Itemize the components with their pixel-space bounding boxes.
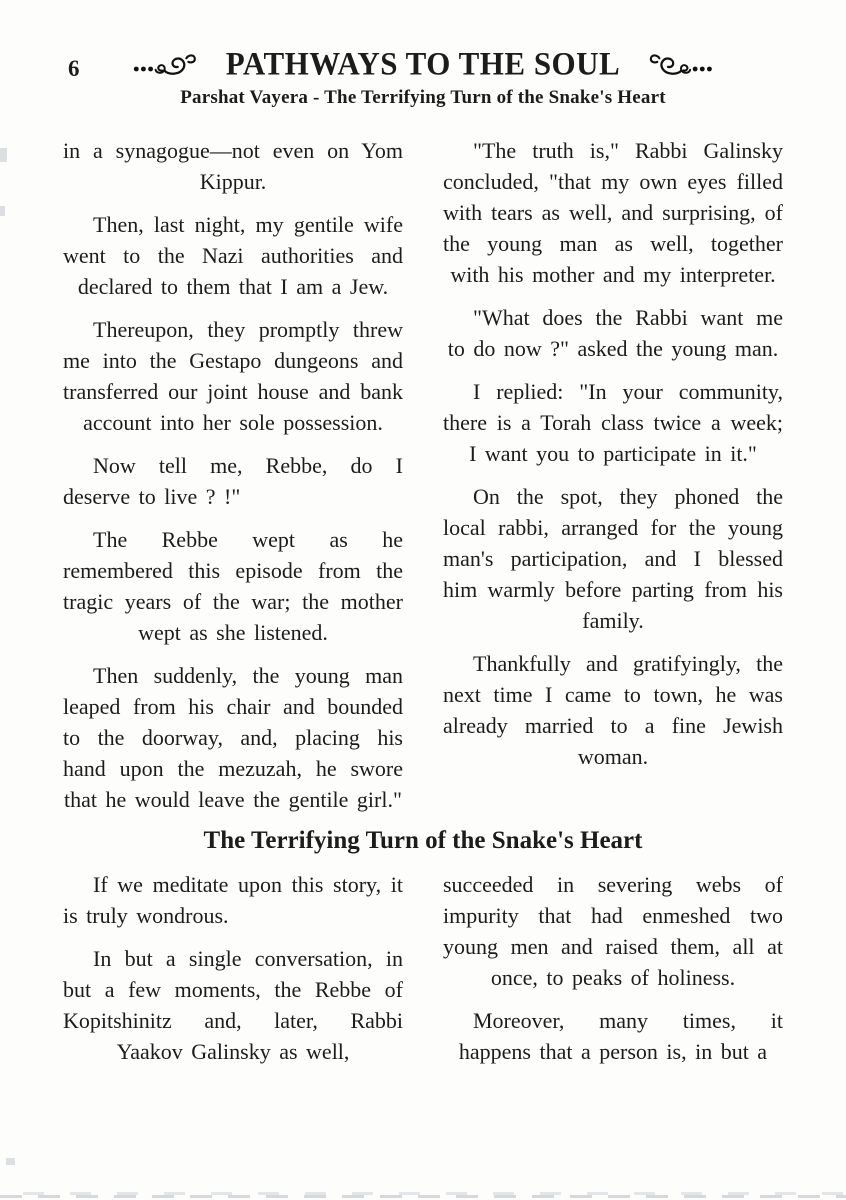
story-columns (0, 135, 846, 815)
paragraph: Thereupon, they promptly threw me into the Gestapo dungeons and transferred our joint house and bank account into her sole possession. (63, 317, 403, 435)
paragraph: The Rebbe wept as he remembered this episode from the tragic years of the war; the mother wept as she listened. (63, 527, 403, 645)
page-header (0, 0, 846, 109)
section-right-column (443, 869, 783, 1067)
scan-noise-strip (0, 1192, 846, 1200)
paragraph: in a synagogue—not even on Yom Kippur. (63, 138, 403, 194)
paragraph: Now tell me, Rebbe, do I deserve to live ? !" (63, 453, 403, 509)
story-right-column (443, 135, 783, 815)
paragraph: In but a single conversation, in but a few moments, the Rebbe of Kopitshinitz and, later, Rabbi Yaakov Galinsky as well, (63, 946, 403, 1064)
book-title: PATHWAYS TO THE SOUL (225, 45, 621, 82)
page-number: 6 (68, 56, 80, 81)
story-left-column (63, 135, 403, 815)
scan-speck (0, 206, 5, 216)
paragraph: On the spot, they phoned the local rabbi, arranged for the young man's participation, and I blessed him warmly before parting from his family. (443, 484, 783, 633)
paragraph: Moreover, many times, it happens that a person is, in but a (458, 1008, 783, 1064)
paragraph: If we meditate upon this story, it is truly wondrous. (63, 872, 403, 928)
paragraph: "The truth is," Rabbi Galinsky concluded, "that my own eyes filled with tears as well, and surprising, of the young man as well, together with his mother and my interpreter. (443, 138, 783, 287)
paragraph: Then, last night, my gentile wife went to the Nazi authorities and declared to them that I am a Jew. (63, 212, 403, 299)
section-columns (0, 869, 846, 1067)
paragraph: succeeded in severing webs of impurity that had enmeshed two young men and raised them, all at once, to peaks of holiness. (443, 872, 783, 990)
scroll-flourish-right-icon (628, 49, 714, 79)
scroll-flourish-left-icon (132, 49, 218, 79)
section-left-column (63, 869, 403, 1067)
paragraph: Then suddenly, the young man leaped from his chair and bounded to the doorway, and, placing his hand upon the mezuzah, he swore that he would leave the gentile girl." (63, 663, 403, 812)
scan-speck (6, 1158, 15, 1165)
paragraph: Thankfully and gratifyingly, the next time I came to town, he was already married to a fine Jewish woman. (443, 651, 783, 769)
scan-speck (0, 148, 7, 162)
chapter-subtitle: Parshat Vayera - The Terrifying Turn of the Snake's Heart (180, 87, 666, 108)
paragraph: I replied: "In your community, there is a Torah class twice a week; I want you to participate in it." (443, 379, 783, 466)
paragraph: "What does the Rabbi want me to do now ?" asked the young man. (447, 305, 783, 361)
title-row (0, 46, 846, 82)
section-heading: The Terrifying Turn of the Snake's Heart (203, 827, 643, 854)
